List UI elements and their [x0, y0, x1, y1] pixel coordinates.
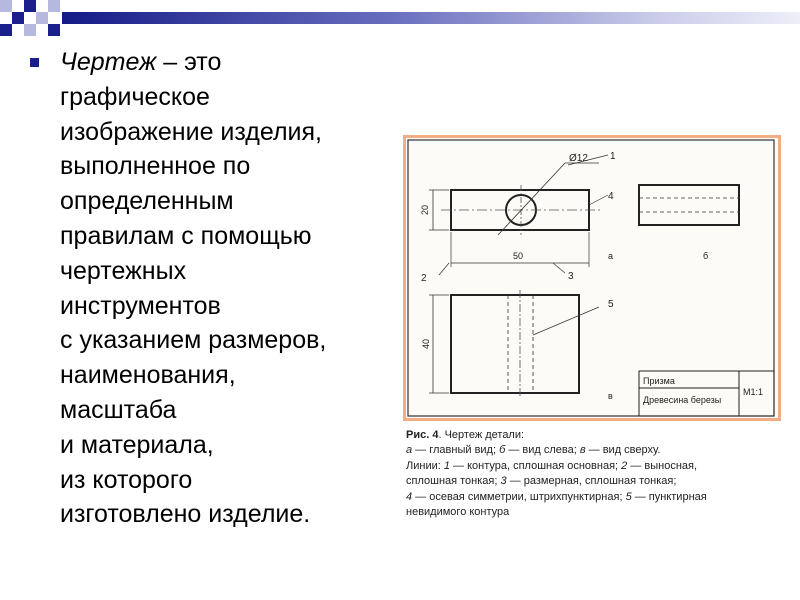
definition-line: определенным [60, 187, 234, 216]
definition-line: инструментов [60, 291, 221, 320]
header-gradient-bar [62, 12, 800, 24]
caption-text: — вид сверху. [585, 444, 661, 457]
callout-2: 2 [421, 273, 427, 284]
decor-square [0, 0, 12, 12]
definition-text [60, 45, 405, 532]
caption-text: — контура, сплошная основная; [449, 459, 622, 472]
definition-line: изображение изделия, [60, 117, 322, 146]
callout-leader [553, 263, 565, 273]
definition-line: и материала, [60, 430, 214, 459]
view-label-v: в [608, 391, 613, 401]
caption-text: Линии: [406, 459, 444, 472]
dimension-width: 50 [513, 251, 524, 261]
caption-text: — вид слева; [505, 444, 580, 457]
caption-key: 1 [443, 459, 450, 472]
definition-term-rest: – это [156, 48, 222, 76]
callout-1: 1 [610, 151, 616, 162]
caption-fig-prefix: Рис. [406, 429, 430, 441]
callout-5: 5 [608, 299, 614, 310]
view-label-b: б [703, 251, 709, 261]
technical-drawing [403, 135, 781, 425]
definition-first-line [60, 45, 405, 80]
caption-key: а [406, 444, 413, 457]
dimension-height-bottom: 40 [421, 338, 431, 349]
definition-line: изготовлено изделие. [60, 500, 311, 529]
caption-key: 5 [625, 490, 632, 503]
definition-line: правилам с помощью [60, 221, 312, 250]
caption-fig-number: 4 [432, 429, 439, 441]
caption-key: 2 [621, 459, 628, 472]
dimension-diameter: Ø12 [569, 153, 588, 164]
left-view-outline [639, 185, 739, 225]
caption-key: б [499, 444, 506, 457]
definition-line: выполненное по [60, 152, 251, 181]
decor-square [24, 0, 36, 12]
caption-key: 4 [406, 490, 413, 503]
caption-text: — осевая симметрии, штрихпунктирная; [412, 490, 626, 503]
definition-term: Чертеж [60, 48, 157, 76]
top-view-outline [451, 295, 579, 393]
decor-square [12, 12, 24, 24]
caption-text: сплошная тонкая; [406, 475, 501, 488]
caption-text: — главный вид; [412, 444, 500, 457]
caption-text: — выносная, [627, 459, 698, 472]
decor-square [48, 24, 60, 36]
drawing-inner-border [408, 140, 774, 416]
decor-square [36, 12, 48, 24]
definition-line: наименования, [60, 361, 236, 390]
caption-key: в [579, 444, 586, 457]
definition-line: графическое [60, 82, 210, 111]
caption-text: невидимого контура [406, 506, 510, 519]
caption-text: — пунктирная [631, 490, 707, 503]
decor-square [24, 24, 36, 36]
view-label-a: а [608, 251, 614, 261]
callout-4: 4 [608, 191, 614, 202]
definition-line: из которого [60, 465, 193, 494]
decor-square [48, 0, 60, 12]
decor-square [0, 24, 12, 36]
callout-leader [439, 263, 449, 275]
diameter-leader [498, 163, 565, 235]
callout-3: 3 [568, 271, 574, 282]
bullet-marker [30, 58, 39, 67]
definition-line: чертежных [60, 256, 187, 285]
caption-title: . Чертеж детали: [438, 429, 525, 441]
dimension-height-top: 20 [420, 204, 430, 215]
callout-leader [589, 195, 608, 205]
title-block-name: Призма [643, 376, 675, 386]
callout-leader [533, 307, 599, 335]
caption-key: 3 [500, 475, 507, 488]
figure-caption [406, 428, 786, 520]
title-block-material: Древесина березы [643, 395, 722, 405]
definition-line: масштаба [60, 395, 177, 424]
caption-text: — размерная, сплошная тонкая; [506, 475, 677, 488]
definition-line: с указанием размеров, [60, 326, 327, 355]
title-block-scale: М1:1 [743, 387, 764, 397]
